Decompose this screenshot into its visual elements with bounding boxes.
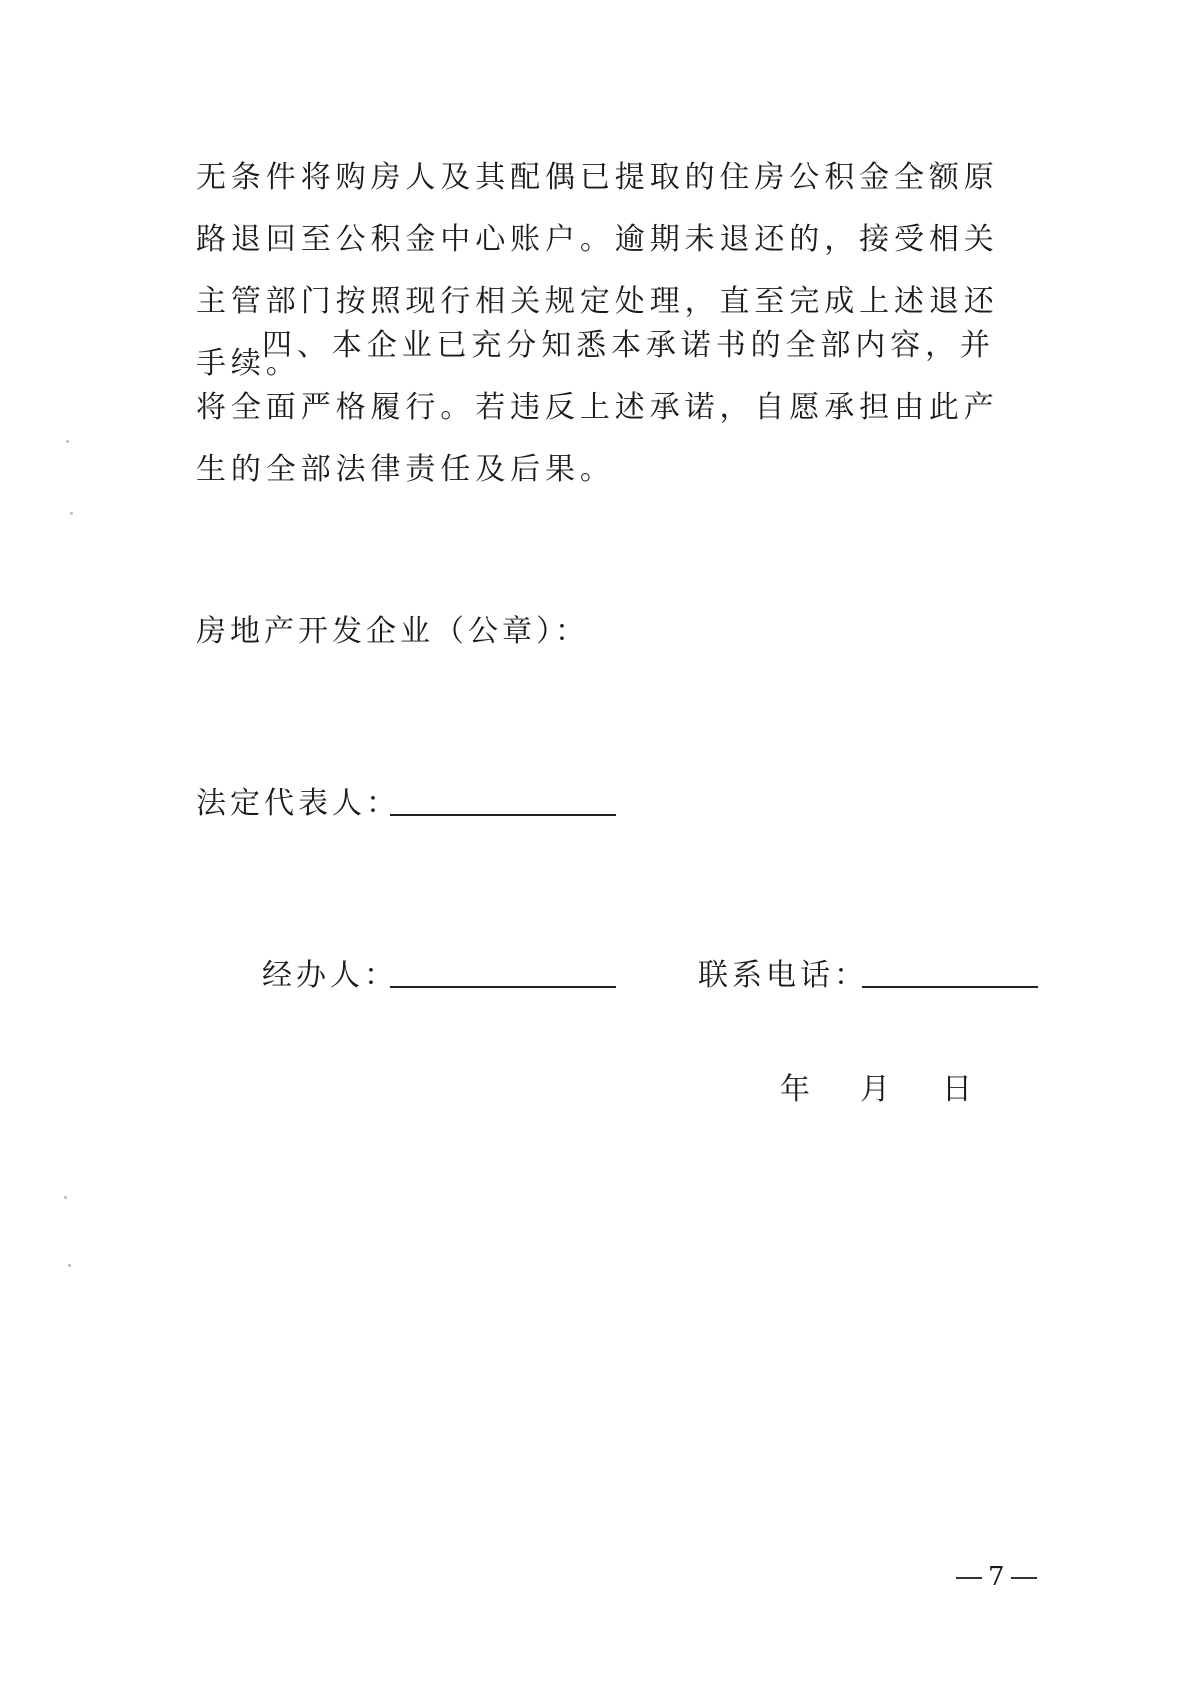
date-year: 年 (780, 1072, 810, 1107)
page-number-value: 7 (988, 1562, 1005, 1592)
scan-speck (70, 512, 73, 515)
page-number (950, 1562, 1043, 1592)
date-day: 日 (942, 1072, 972, 1107)
paragraph-four: 四、本企业已充分知悉本承诺书的全部内容，并将全面严格履行。若违反上述承诺，自愿承担由此产生的全部法律责任及后果。 (196, 328, 999, 487)
legal-representative-signature-line (390, 814, 616, 816)
handler-label: 经办人： (262, 958, 398, 993)
company-seal-label: 房地产开发企业（公章）： (196, 614, 589, 649)
paragraph-continued: 无条件将购房人及其配偶已提取的住房公积金全额原路退回至公积金中心账户。逾期未退还的，接受相关主管部门按照现行相关规定处理，直至完成上述退还手续。 (196, 160, 999, 381)
legal-representative-label: 法定代表人： (196, 786, 400, 821)
scan-speck (64, 1196, 67, 1199)
contact-phone-label: 联系电话： (698, 958, 868, 993)
scan-speck (66, 440, 69, 443)
date-month: 月 (860, 1072, 890, 1107)
contact-phone-line (862, 986, 1038, 988)
scan-speck (68, 1264, 71, 1267)
handler-signature-line (390, 986, 616, 988)
page-number-dash-right (1011, 1577, 1037, 1579)
page-number-dash-left (956, 1577, 982, 1579)
